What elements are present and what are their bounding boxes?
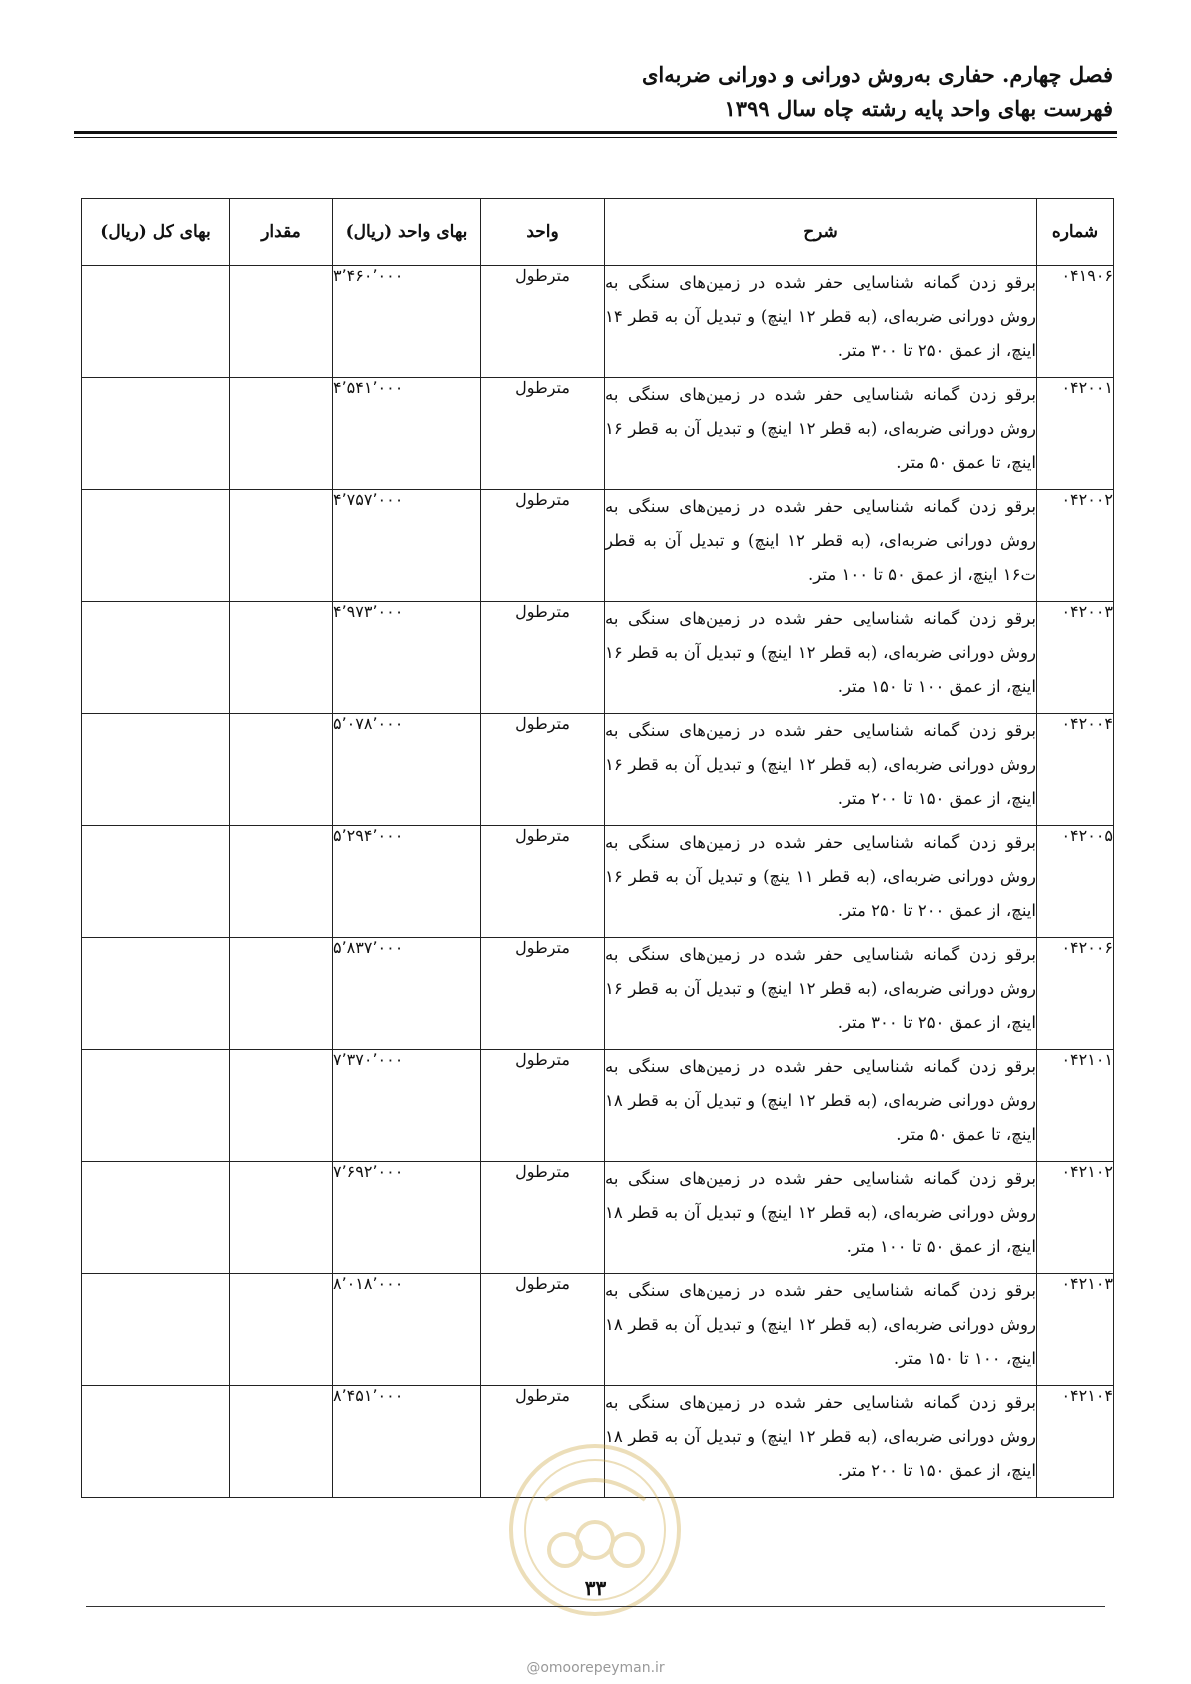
item-quantity bbox=[230, 938, 333, 1050]
item-unit-price bbox=[333, 378, 481, 490]
item-quantity bbox=[230, 826, 333, 938]
item-unit: مترطول bbox=[481, 1274, 605, 1386]
item-number: ۰۴۲۰۰۲ bbox=[1037, 490, 1114, 602]
item-number: ۰۴۲۱۰۴ bbox=[1037, 1386, 1114, 1498]
item-quantity bbox=[230, 602, 333, 714]
item-total-price bbox=[82, 266, 230, 378]
item-unit-price bbox=[333, 714, 481, 826]
item-unit: مترطول bbox=[481, 1386, 605, 1498]
item-quantity bbox=[230, 1050, 333, 1162]
col-description-header: شرح bbox=[605, 199, 1037, 266]
item-number: ۰۴۲۰۰۶ bbox=[1037, 938, 1114, 1050]
table-row bbox=[82, 826, 1114, 938]
item-unit-price bbox=[333, 1386, 481, 1498]
item-description: برقو زدن گمانه شناسایی حفر شده در زمین‌های سنگی به روش دورانی ضربه‌ای، (به قطر ۱۱ ینچ) و تبدیل آن به قطر ۱۶ اینچ، از عمق ۲۰۰ تا ۲۵۰ متر. bbox=[605, 826, 1037, 938]
page-number: ۳۳ bbox=[584, 1576, 607, 1600]
item-unit-price bbox=[333, 1162, 481, 1274]
item-unit-price-value: ۴٬۹۷۳٬۰۰۰ bbox=[333, 602, 404, 621]
item-description: برقو زدن گمانه شناسایی حفر شده در زمین‌های سنگی به روش دورانی ضربه‌ای، (به قطر ۱۲ اینچ) و تبدیل آن به قطر ۱۴ اینچ، از عمق ۲۵۰ تا ۳۰۰ متر. bbox=[605, 266, 1037, 378]
item-description: برقو زدن گمانه شناسایی حفر شده در زمین‌های سنگی به روش دورانی ضربه‌ای، (به قطر ۱۲ اینچ) و تبدیل آن به قطر ۱۸ اینچ، از عمق ۵۰ تا ۱۰۰ متر. bbox=[605, 1162, 1037, 1274]
item-description: برقو زدن گمانه شناسایی حفر شده در زمین‌های سنگی به روش دورانی ضربه‌ای، (به قطر ۱۲ اینچ) و تبدیل آن به قطر ۱۶ اینچ، از عمق ۱۰۰ تا ۱۵۰ متر. bbox=[605, 602, 1037, 714]
col-total-price-header: بهای کل (ریال) bbox=[82, 199, 230, 266]
col-quantity-header: مقدار bbox=[230, 199, 333, 266]
item-quantity bbox=[230, 1386, 333, 1498]
item-description: برقو زدن گمانه شناسایی حفر شده در زمین‌های سنگی به روش دورانی ضربه‌ای، (به قطر ۱۲ اینچ) و تبدیل آن به قطر ۱۸ اینچ، ۱۰۰ تا ۱۵۰ متر. bbox=[605, 1274, 1037, 1386]
table-row bbox=[82, 490, 1114, 602]
item-unit-price-value: ۸٬۴۵۱٬۰۰۰ bbox=[333, 1386, 404, 1405]
item-number: ۰۴۲۱۰۲ bbox=[1037, 1162, 1114, 1274]
table-header-row bbox=[82, 199, 1114, 266]
footer-rule bbox=[86, 1606, 1105, 1607]
item-number: ۰۴۲۰۰۴ bbox=[1037, 714, 1114, 826]
item-total-price bbox=[82, 1386, 230, 1498]
item-unit: مترطول bbox=[481, 490, 605, 602]
item-total-price bbox=[82, 1162, 230, 1274]
item-description: برقو زدن گمانه شناسایی حفر شده در زمین‌های سنگی به روش دورانی ضربه‌ای، (به قطر ۱۲ اینچ) و تبدیل آن به قطر ۱۸ اینچ، تا عمق ۵۰ متر. bbox=[605, 1050, 1037, 1162]
col-number-header: شماره bbox=[1037, 199, 1114, 266]
item-description: برقو زدن گمانه شناسایی حفر شده در زمین‌های سنگی به روش دورانی ضربه‌ای، (به قطر ۱۲ اینچ) و تبدیل آن به قطر ت۱۶ اینچ، از عمق ۵۰ تا ۱۰۰ متر. bbox=[605, 490, 1037, 602]
site-watermark: @omoorepeyman.ir bbox=[526, 1660, 665, 1676]
item-total-price bbox=[82, 938, 230, 1050]
item-total-price bbox=[82, 826, 230, 938]
item-unit-price-value: ۵٬۰۷۸٬۰۰۰ bbox=[333, 714, 404, 733]
table-row bbox=[82, 938, 1114, 1050]
item-unit-price-value: ۴٬۷۵۷٬۰۰۰ bbox=[333, 490, 404, 509]
item-number: ۰۴۱۹۰۶ bbox=[1037, 266, 1114, 378]
item-unit-price-value: ۵٬۲۹۴٬۰۰۰ bbox=[333, 826, 404, 845]
item-total-price bbox=[82, 1050, 230, 1162]
col-unit-header: واحد bbox=[481, 199, 605, 266]
item-number: ۰۴۲۱۰۳ bbox=[1037, 1274, 1114, 1386]
header-rule-thick bbox=[74, 131, 1117, 134]
item-total-price bbox=[82, 490, 230, 602]
item-quantity bbox=[230, 378, 333, 490]
item-number: ۰۴۲۱۰۱ bbox=[1037, 1050, 1114, 1162]
chapter-title: فصل چهارم. حفاری به‌روش دورانی و دورانی ضربه‌ای bbox=[641, 62, 1113, 87]
item-quantity bbox=[230, 1162, 333, 1274]
item-quantity bbox=[230, 714, 333, 826]
item-quantity bbox=[230, 490, 333, 602]
item-total-price bbox=[82, 602, 230, 714]
item-unit-price-value: ۳٬۴۶۰٬۰۰۰ bbox=[333, 266, 404, 285]
item-description: برقو زدن گمانه شناسایی حفر شده در زمین‌های سنگی به روش دورانی ضربه‌ای، (به قطر ۱۲ اینچ) و تبدیل آن به قطر ۱۶ اینچ، از عمق ۱۵۰ تا ۲۰۰ متر. bbox=[605, 714, 1037, 826]
item-unit-price-value: ۴٬۵۴۱٬۰۰۰ bbox=[333, 378, 404, 397]
item-unit-price-value: ۸٬۰۱۸٬۰۰۰ bbox=[333, 1274, 404, 1293]
item-unit: مترطول bbox=[481, 1050, 605, 1162]
item-description: برقو زدن گمانه شناسایی حفر شده در زمین‌های سنگی به روش دورانی ضربه‌ای، (به قطر ۱۲ اینچ) و تبدیل آن به قطر ۱۶ اینچ، از عمق ۲۵۰ تا ۳۰۰ متر. bbox=[605, 938, 1037, 1050]
table-row bbox=[82, 714, 1114, 826]
item-quantity bbox=[230, 266, 333, 378]
item-unit: مترطول bbox=[481, 266, 605, 378]
table-row bbox=[82, 1162, 1114, 1274]
item-total-price bbox=[82, 378, 230, 490]
item-unit-price bbox=[333, 490, 481, 602]
item-unit-price-value: ۷٬۳۷۰٬۰۰۰ bbox=[333, 1050, 404, 1069]
table-row bbox=[82, 1050, 1114, 1162]
list-title: فهرست بهای واحد پایه رشته چاه سال ۱۳۹۹ bbox=[724, 96, 1113, 121]
table-row bbox=[82, 266, 1114, 378]
item-unit-price bbox=[333, 1274, 481, 1386]
header-rule-thin bbox=[74, 137, 1117, 138]
item-unit-price bbox=[333, 938, 481, 1050]
col-unit-price-header: بهای واحد (ریال) bbox=[333, 199, 481, 266]
table-row bbox=[82, 1274, 1114, 1386]
item-unit: مترطول bbox=[481, 1162, 605, 1274]
page-header bbox=[78, 58, 1113, 126]
item-number: ۰۴۲۰۰۵ bbox=[1037, 826, 1114, 938]
table-row bbox=[82, 602, 1114, 714]
table-row bbox=[82, 378, 1114, 490]
item-unit: مترطول bbox=[481, 826, 605, 938]
item-unit: مترطول bbox=[481, 714, 605, 826]
item-description: برقو زدن گمانه شناسایی حفر شده در زمین‌های سنگی به روش دورانی ضربه‌ای، (به قطر ۱۲ اینچ) و تبدیل آن به قطر ۱۶ اینچ، تا عمق ۵۰ متر. bbox=[605, 378, 1037, 490]
item-unit: مترطول bbox=[481, 378, 605, 490]
item-unit-price bbox=[333, 602, 481, 714]
item-number: ۰۴۲۰۰۳ bbox=[1037, 602, 1114, 714]
item-quantity bbox=[230, 1274, 333, 1386]
item-unit: مترطول bbox=[481, 938, 605, 1050]
item-unit-price bbox=[333, 1050, 481, 1162]
item-unit-price-value: ۷٬۶۹۲٬۰۰۰ bbox=[333, 1162, 404, 1181]
item-unit: مترطول bbox=[481, 602, 605, 714]
item-description: برقو زدن گمانه شناسایی حفر شده در زمین‌های سنگی به روش دورانی ضربه‌ای، (به قطر ۱۲ اینچ) و تبدیل آن به قطر ۱۸ اینچ، از عمق ۱۵۰ تا ۲۰۰ متر. bbox=[605, 1386, 1037, 1498]
price-table bbox=[81, 198, 1114, 1498]
item-unit-price bbox=[333, 266, 481, 378]
item-total-price bbox=[82, 1274, 230, 1386]
item-number: ۰۴۲۰۰۱ bbox=[1037, 378, 1114, 490]
item-total-price bbox=[82, 714, 230, 826]
item-unit-price bbox=[333, 826, 481, 938]
item-unit-price-value: ۵٬۸۳۷٬۰۰۰ bbox=[333, 938, 404, 957]
